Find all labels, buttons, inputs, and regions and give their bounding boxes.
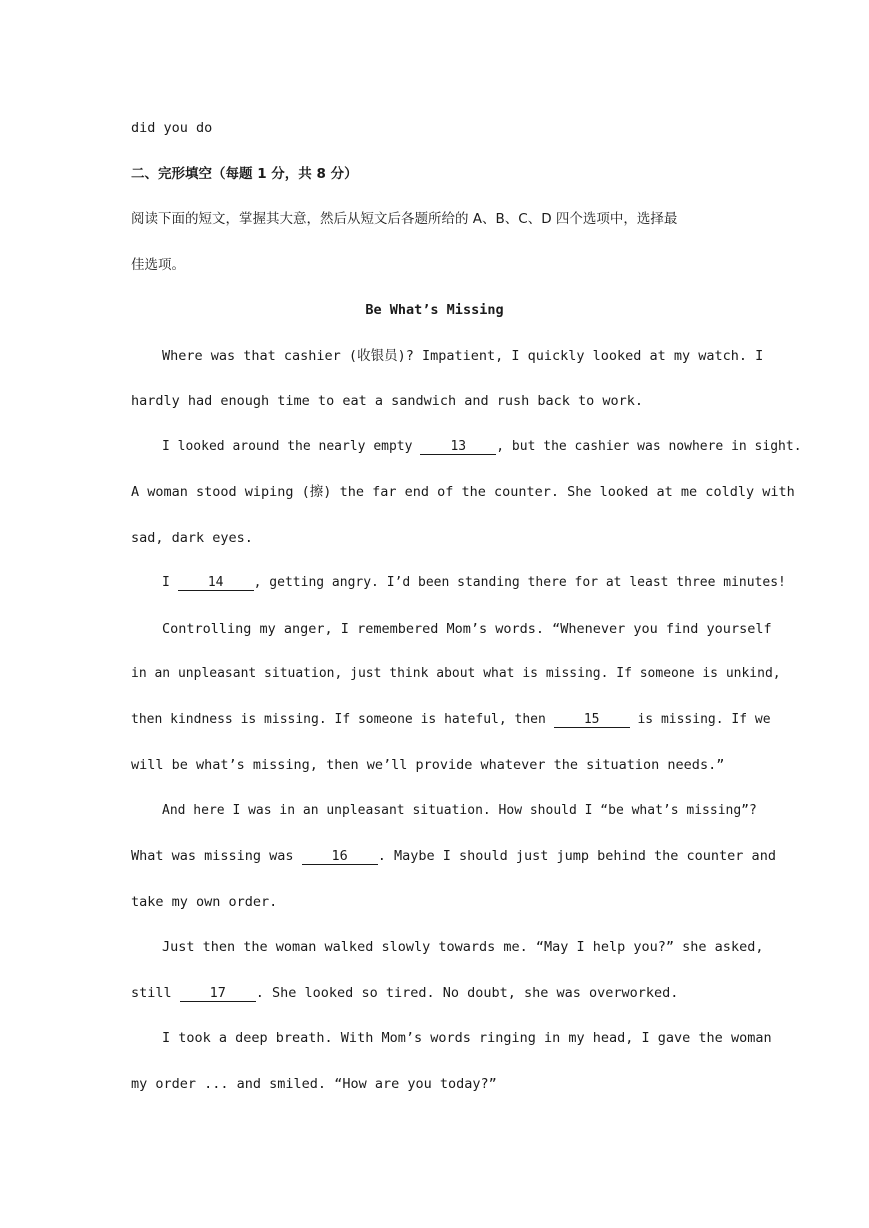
paragraph-line: Just then the woman walked slowly towards me. “May I help you?” she asked, bbox=[162, 939, 764, 955]
paragraph-line: sad, dark eyes. bbox=[131, 530, 253, 546]
paragraph-line: my order ... and smiled. “How are you today?” bbox=[131, 1076, 497, 1092]
text-segment: is missing. If we bbox=[629, 712, 771, 727]
text-segment: , getting angry. I’d been standing there for at least three minutes! bbox=[253, 575, 786, 590]
paragraph-line bbox=[131, 711, 771, 729]
paragraph-line: will be what’s missing, then we’ll provide whatever the situation needs.” bbox=[131, 757, 725, 773]
paragraph-line bbox=[162, 574, 786, 592]
paragraph-line: in an unpleasant situation, just think about what is missing. If someone is unkind, bbox=[131, 666, 781, 681]
text-segment: I looked around the nearly empty bbox=[162, 439, 421, 454]
paragraph-line: hardly had enough time to eat a sandwich and rush back to work. bbox=[131, 393, 644, 409]
paragraph-line: And here I was in an unpleasant situation. How should I “be what’s missing”? bbox=[162, 803, 757, 818]
text-segment: What was missing was bbox=[131, 848, 302, 864]
paragraph-line: Where was that cashier (收银员)? Impatient, I quickly looked at my watch. I bbox=[162, 348, 764, 364]
text-segment: then kindness is missing. If someone is hateful, then bbox=[131, 712, 554, 727]
text-segment: , but the cashier was nowhere in sight. bbox=[496, 439, 802, 454]
paragraph-line bbox=[131, 847, 776, 865]
paragraph-line: take my own order. bbox=[131, 894, 278, 910]
cloze-blank-13: 13 bbox=[420, 439, 496, 455]
text-segment: . Maybe I should just jump behind the counter and bbox=[377, 848, 776, 864]
cloze-blank-14: 14 bbox=[178, 575, 254, 591]
paragraph-line: A woman stood wiping (擦) the far end of the counter. She looked at me coldly with bbox=[131, 484, 795, 500]
text-segment: I bbox=[162, 575, 178, 590]
text-segment: still bbox=[131, 985, 180, 1001]
passage-title: Be What’s Missing bbox=[365, 302, 504, 318]
paragraph-line bbox=[162, 438, 802, 456]
text-segment: . She looked so tired. No doubt, she was overworked. bbox=[255, 985, 679, 1001]
instruction-line: 佳选项。 bbox=[131, 257, 185, 273]
paragraph-line: I took a deep breath. With Mom’s words ringing in my head, I gave the woman bbox=[162, 1030, 772, 1046]
document-page bbox=[131, 0, 802, 1228]
instruction-line: 阅读下面的短文，掌握其大意，然后从短文后各题所给的 A、B、C、D 四个选项中，选择最 bbox=[131, 211, 678, 227]
paragraph-line bbox=[131, 984, 678, 1002]
text-line: did you do bbox=[131, 120, 213, 136]
section-heading: 二、完形填空（每题 1 分，共 8 分） bbox=[131, 166, 358, 182]
cloze-blank-15: 15 bbox=[554, 712, 630, 728]
cloze-blank-16: 16 bbox=[302, 849, 378, 865]
cloze-blank-17: 17 bbox=[180, 986, 256, 1002]
paragraph-line: Controlling my anger, I remembered Mom’s words. “Whenever you find yourself bbox=[162, 621, 772, 637]
